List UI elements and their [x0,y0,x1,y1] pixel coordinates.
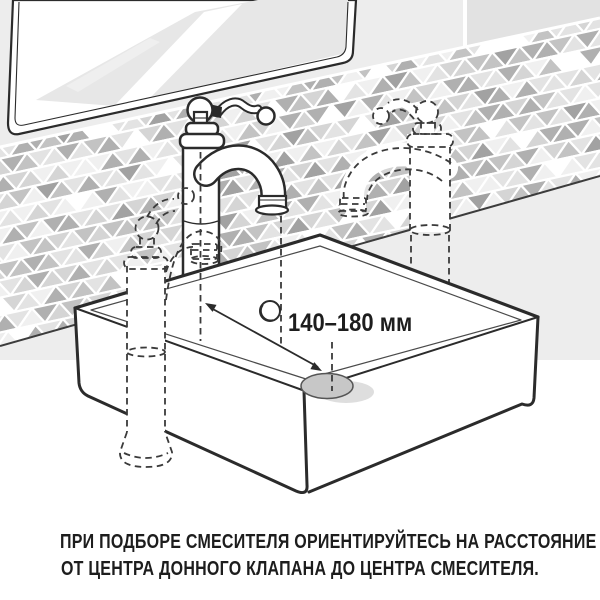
faucet-lever-knob [258,108,275,125]
caption-line-1: ПРИ ПОДБОРЕ СМЕСИТЕЛЯ ОРИЕНТИРУЙТЕСЬ НА РАССТОЯНИЕ [60,531,597,553]
pop-up-knob [260,301,280,321]
faucet-collar [180,134,224,148]
caption-line-2: ОТ ЦЕНТРА ДОННОГО КЛАПАНА ДО ЦЕНТРА СМЕСИТЕЛЯ. [60,558,540,580]
measurement-label: 140–180 мм [288,308,413,337]
caption [60,529,597,583]
